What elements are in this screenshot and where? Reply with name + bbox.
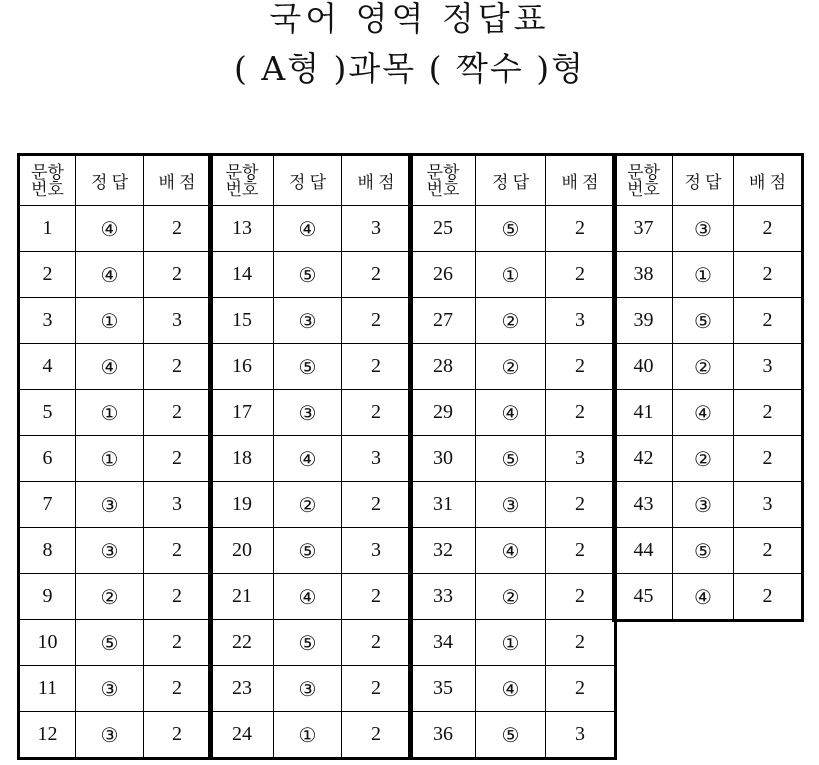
answer-cell: ⑤ <box>476 712 546 759</box>
question-number-cell: 40 <box>614 344 673 390</box>
answer-cell: ③ <box>274 298 342 344</box>
table-row <box>410 620 616 666</box>
header-label: 번호 <box>225 179 259 199</box>
table-row <box>210 482 412 528</box>
answer-cell: ⑤ <box>673 298 734 344</box>
question-number-cell: 22 <box>210 620 274 666</box>
answer-cell: ⑤ <box>274 528 342 574</box>
question-number-cell: 41 <box>614 390 673 436</box>
answer-block-2 <box>208 153 413 760</box>
question-number-cell: 39 <box>614 298 673 344</box>
table-row <box>19 252 212 298</box>
question-number-cell: 12 <box>19 712 76 759</box>
answer-cell: ③ <box>76 528 144 574</box>
question-number-cell: 5 <box>19 390 76 436</box>
table-row <box>19 206 212 252</box>
table-row <box>210 712 412 759</box>
question-number-cell: 38 <box>614 252 673 298</box>
table-row <box>410 252 616 298</box>
score-cell: 2 <box>144 252 212 298</box>
answer-cell: ① <box>673 252 734 298</box>
answer-block-1 <box>17 153 213 760</box>
question-number-cell: 36 <box>410 712 476 759</box>
answer-cell: ① <box>76 390 144 436</box>
score-header: 배 점 <box>546 155 616 206</box>
table-row <box>210 390 412 436</box>
question-number-cell: 32 <box>410 528 476 574</box>
answer-cell: ③ <box>76 482 144 528</box>
answer-cell: ④ <box>476 390 546 436</box>
score-cell: 2 <box>734 390 803 436</box>
table-row <box>210 252 412 298</box>
question-number-cell: 25 <box>410 206 476 252</box>
table-row <box>614 528 803 574</box>
answer-cell: ⑤ <box>476 436 546 482</box>
answer-cell: ① <box>476 620 546 666</box>
table-row <box>210 298 412 344</box>
question-number-cell: 26 <box>410 252 476 298</box>
answer-cell: ③ <box>76 712 144 759</box>
score-cell: 2 <box>734 574 803 621</box>
answer-cell: ② <box>673 436 734 482</box>
table-row <box>210 206 412 252</box>
table-row <box>410 666 616 712</box>
score-header: 배 점 <box>144 155 212 206</box>
question-number-cell: 21 <box>210 574 274 620</box>
score-cell: 2 <box>342 298 412 344</box>
table-row <box>210 666 412 712</box>
header-row <box>19 155 212 206</box>
answer-block-4 <box>612 153 804 622</box>
answer-cell: ② <box>274 482 342 528</box>
score-cell: 2 <box>144 712 212 759</box>
answer-cell: ② <box>476 574 546 620</box>
question-number-cell: 14 <box>210 252 274 298</box>
question-number-header <box>210 155 274 206</box>
answer-cell: ③ <box>274 390 342 436</box>
answer-cell: ⑤ <box>76 620 144 666</box>
answer-cell: ③ <box>476 482 546 528</box>
score-cell: 3 <box>342 436 412 482</box>
score-cell: 2 <box>342 620 412 666</box>
answer-cell: ④ <box>76 344 144 390</box>
answer-cell: ③ <box>274 666 342 712</box>
question-number-cell: 37 <box>614 206 673 252</box>
question-number-cell: 4 <box>19 344 76 390</box>
table-row <box>614 298 803 344</box>
score-cell: 3 <box>342 528 412 574</box>
table-row <box>614 344 803 390</box>
score-cell: 2 <box>734 252 803 298</box>
question-number-cell: 16 <box>210 344 274 390</box>
table-row <box>410 390 616 436</box>
table-row <box>19 344 212 390</box>
table-row <box>19 666 212 712</box>
page-subtitle: ( A형 )과목 ( 짝수 )형 <box>233 49 586 88</box>
answer-header: 정 답 <box>476 155 546 206</box>
score-cell: 3 <box>734 482 803 528</box>
table-row <box>19 528 212 574</box>
answer-cell: ⑤ <box>476 206 546 252</box>
header-label: 번호 <box>426 179 460 199</box>
score-cell: 2 <box>734 528 803 574</box>
score-cell: 2 <box>546 344 616 390</box>
question-number-cell: 9 <box>19 574 76 620</box>
score-cell: 2 <box>342 252 412 298</box>
table-row <box>410 528 616 574</box>
question-number-header <box>614 155 673 206</box>
table-row <box>410 344 616 390</box>
answer-cell: ① <box>476 252 546 298</box>
score-cell: 2 <box>546 252 616 298</box>
question-number-cell: 29 <box>410 390 476 436</box>
answer-cell: ⑤ <box>673 528 734 574</box>
answer-cell: ② <box>76 574 144 620</box>
score-cell: 2 <box>342 666 412 712</box>
question-number-cell: 27 <box>410 298 476 344</box>
question-number-cell: 1 <box>19 206 76 252</box>
header-label: 문항 <box>31 162 64 182</box>
question-number-cell: 10 <box>19 620 76 666</box>
question-number-cell: 15 <box>210 298 274 344</box>
answer-cell: ④ <box>274 206 342 252</box>
score-cell: 3 <box>546 298 616 344</box>
answer-cell: ① <box>76 298 144 344</box>
table-row <box>410 712 616 759</box>
score-cell: 2 <box>734 298 803 344</box>
question-number-cell: 30 <box>410 436 476 482</box>
question-number-cell: 43 <box>614 482 673 528</box>
header-row <box>614 155 803 206</box>
score-cell: 3 <box>734 344 803 390</box>
question-number-cell: 17 <box>210 390 274 436</box>
table-row <box>19 620 212 666</box>
table-row <box>19 298 212 344</box>
score-cell: 3 <box>546 712 616 759</box>
answer-cell: ② <box>476 344 546 390</box>
answer-cell: ④ <box>476 528 546 574</box>
answer-header: 정 답 <box>76 155 144 206</box>
header-label: 문항 <box>225 162 259 182</box>
question-number-cell: 28 <box>410 344 476 390</box>
answer-cell: ⑤ <box>274 620 342 666</box>
answer-cell: ④ <box>673 574 734 621</box>
question-number-cell: 44 <box>614 528 673 574</box>
score-cell: 2 <box>546 666 616 712</box>
answer-cell: ① <box>274 712 342 759</box>
score-cell: 2 <box>144 344 212 390</box>
question-number-cell: 8 <box>19 528 76 574</box>
question-number-cell: 18 <box>210 436 274 482</box>
answer-cell: ② <box>673 344 734 390</box>
answer-cell: ④ <box>476 666 546 712</box>
answer-cell: ④ <box>274 436 342 482</box>
score-cell: 2 <box>144 666 212 712</box>
answer-cell: ① <box>76 436 144 482</box>
answer-header: 정 답 <box>673 155 734 206</box>
score-cell: 2 <box>546 482 616 528</box>
score-cell: 2 <box>734 436 803 482</box>
question-number-header <box>19 155 76 206</box>
question-number-cell: 34 <box>410 620 476 666</box>
answer-cell: ② <box>476 298 546 344</box>
table-row <box>614 252 803 298</box>
answer-cell: ③ <box>76 666 144 712</box>
score-cell: 3 <box>546 436 616 482</box>
table-row <box>210 620 412 666</box>
question-number-cell: 6 <box>19 436 76 482</box>
score-cell: 2 <box>144 528 212 574</box>
question-number-cell: 24 <box>210 712 274 759</box>
question-number-cell: 7 <box>19 482 76 528</box>
table-row <box>210 528 412 574</box>
answer-cell: ⑤ <box>274 344 342 390</box>
score-cell: 3 <box>144 482 212 528</box>
score-cell: 2 <box>342 712 412 759</box>
table-row <box>19 574 212 620</box>
page-title: 국어 영역 정답표 <box>269 0 550 38</box>
score-cell: 2 <box>342 482 412 528</box>
score-cell: 2 <box>546 574 616 620</box>
score-header: 배 점 <box>734 155 803 206</box>
question-number-cell: 20 <box>210 528 274 574</box>
question-number-cell: 45 <box>614 574 673 621</box>
table-row <box>210 344 412 390</box>
table-row <box>614 482 803 528</box>
answer-cell: ④ <box>673 390 734 436</box>
score-header: 배 점 <box>342 155 412 206</box>
question-number-cell: 23 <box>210 666 274 712</box>
question-number-cell: 3 <box>19 298 76 344</box>
score-cell: 2 <box>734 206 803 252</box>
table-row <box>410 298 616 344</box>
table-row <box>19 390 212 436</box>
score-cell: 3 <box>342 206 412 252</box>
header-label: 문항 <box>426 162 460 182</box>
table-row <box>19 436 212 482</box>
score-cell: 2 <box>144 620 212 666</box>
answer-cell: ④ <box>274 574 342 620</box>
question-number-cell: 2 <box>19 252 76 298</box>
table-row <box>210 574 412 620</box>
score-cell: 2 <box>144 574 212 620</box>
question-number-cell: 19 <box>210 482 274 528</box>
score-cell: 2 <box>546 390 616 436</box>
score-cell: 2 <box>144 206 212 252</box>
header-row <box>210 155 412 206</box>
question-number-cell: 11 <box>19 666 76 712</box>
table-row <box>19 482 212 528</box>
score-cell: 3 <box>144 298 212 344</box>
table-row <box>614 574 803 621</box>
header-label: 번호 <box>627 179 660 199</box>
table-row <box>410 482 616 528</box>
question-number-cell: 13 <box>210 206 274 252</box>
header-label: 문항 <box>627 162 660 182</box>
question-number-header <box>410 155 476 206</box>
score-cell: 2 <box>342 574 412 620</box>
score-cell: 2 <box>546 528 616 574</box>
question-number-cell: 42 <box>614 436 673 482</box>
answer-header: 정 답 <box>274 155 342 206</box>
answer-cell: ④ <box>76 206 144 252</box>
answer-cell: ④ <box>76 252 144 298</box>
score-cell: 2 <box>342 390 412 436</box>
header-row <box>410 155 616 206</box>
answer-cell: ③ <box>673 482 734 528</box>
score-cell: 2 <box>144 436 212 482</box>
answer-cell: ⑤ <box>274 252 342 298</box>
answer-cell: ③ <box>673 206 734 252</box>
score-cell: 2 <box>546 620 616 666</box>
table-row <box>614 206 803 252</box>
table-row <box>410 436 616 482</box>
score-cell: 2 <box>144 390 212 436</box>
table-row <box>614 390 803 436</box>
table-row <box>410 206 616 252</box>
answer-block-3 <box>408 153 617 760</box>
table-row <box>19 712 212 759</box>
table-row <box>614 436 803 482</box>
question-number-cell: 35 <box>410 666 476 712</box>
score-cell: 2 <box>546 206 616 252</box>
score-cell: 2 <box>342 344 412 390</box>
table-row <box>210 436 412 482</box>
table-row <box>410 574 616 620</box>
header-label: 번호 <box>31 179 64 199</box>
question-number-cell: 33 <box>410 574 476 620</box>
question-number-cell: 31 <box>410 482 476 528</box>
